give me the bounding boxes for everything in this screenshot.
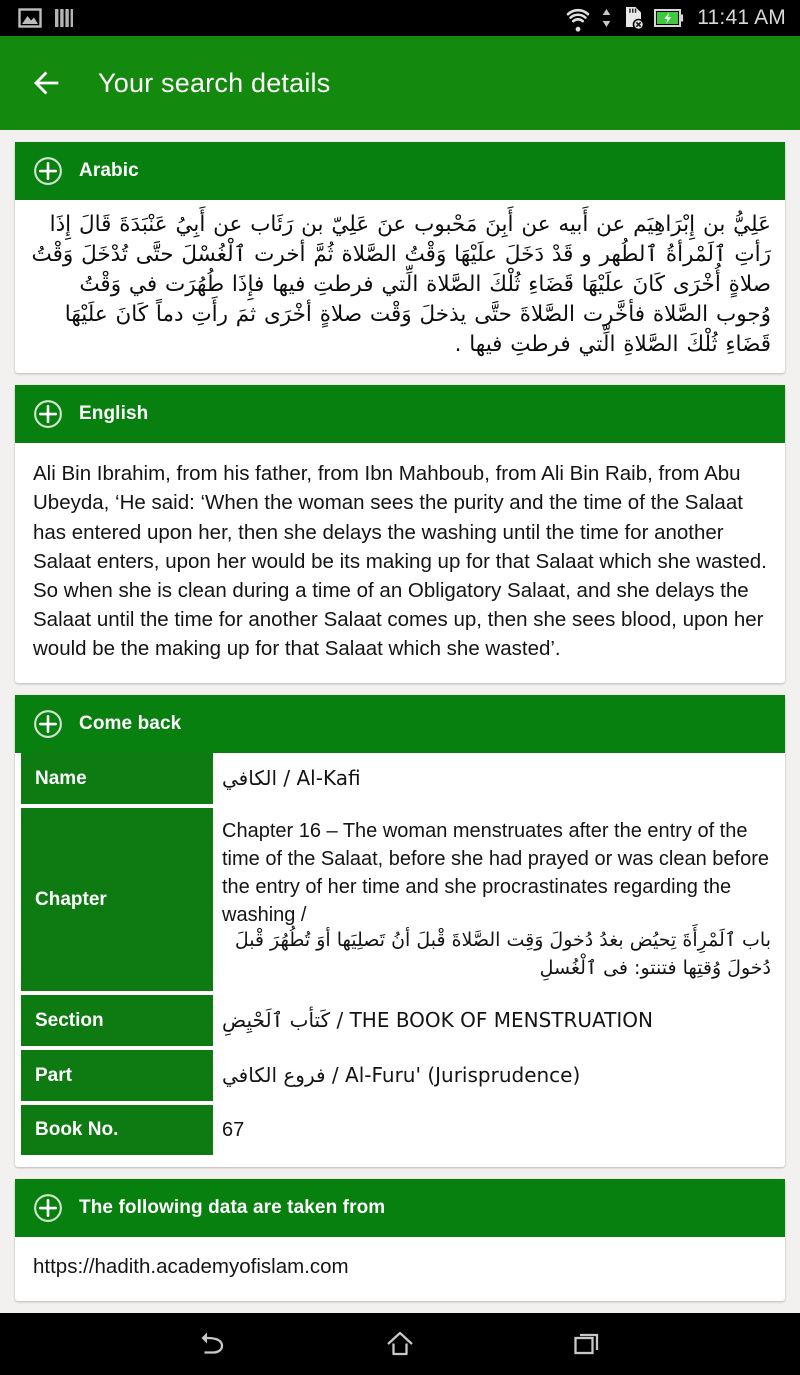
come-back-card <box>15 695 785 1167</box>
table-row <box>15 753 785 804</box>
english-text: Ali Bin Ibrahim, from his father, from Ibn Mahboub, from Ali Bin Raib, from Abu Ubeyda, ‘He said: ‘When the woman sees the purity and the time of the Salaat has entered upon her, then she delays the washing until the time for another Salaat enters, upon her would be its making up for that Salaat which she wasted. So when she is clean during a time of an Obligatory Salaat, and she delays the Salaat until the time for another Salaat comes up, then she sees blood, upon her would be the making up for that Salaat which she wasted’. <box>33 462 767 661</box>
row-label: Name <box>21 753 213 804</box>
row-value <box>213 1050 785 1101</box>
row-value-text: Chapter 16 – The woman menstruates after the entry of the time of the Salaat, before she had prayed or was clean before the entry of her time and she procrastinates regarding the washing / <box>222 820 770 927</box>
home-icon <box>383 1327 417 1361</box>
source-section-title: The following data are taken from <box>79 1197 386 1219</box>
gallery-icon <box>18 7 42 29</box>
table-row <box>15 808 785 991</box>
recents-icon <box>570 1327 604 1361</box>
row-label: Section <box>21 995 213 1046</box>
come-back-section-header[interactable] <box>15 695 785 753</box>
battery-charging-icon <box>654 8 684 28</box>
row-value <box>213 753 785 804</box>
english-card <box>15 385 785 683</box>
row-value-text: THE BOOK OF MENSTRUATION / كَتأب ٱلَحْيِضِ <box>222 1008 653 1033</box>
sd-card-removed-icon <box>621 5 645 31</box>
row-value: 67 <box>222 1119 245 1142</box>
status-bar-right-icons <box>564 5 786 31</box>
arabic-card <box>15 142 785 373</box>
row-label: Book No. <box>21 1105 213 1155</box>
row-value-text: Al-Kafi / الكافي <box>222 766 361 791</box>
row-value-text: Al-Furu' (Jurisprudence) / فروع الكافي <box>222 1063 581 1088</box>
english-section-title: English <box>79 403 149 425</box>
arabic-body <box>15 200 785 373</box>
arabic-text: عَلِيُّ بن إِبْرَاهِيَم عن أَبيه عن أَبِنَ مَحْبوب عنَ عَلِيّ بن رَئَاب عن أَبِيُ عَنْبَدَةَ قَالَ إِذَا رَأتِ ٱلَمْرأةُ ٱلطُهر و قَدْ دَخَلَ علَيْهَا وَقْتُ الصَّلاة ثُمَّ أخرت ٱلْغُسْلَ حتَّى تُدْخَلَ وَقْتُ صلاةٍ أُخْرَى كَانَ علَيْهَا قَضَاءِ ثُلْكَ الصَّلاة الِّتي فرطتِ فيها فإِذَا طُهُرَت في وَقْتُ وُجوب الصَّلاة فأخَّرت الصَّلاةَ حتَّى يذخلَ وَقْت صلاةٍ أخْرَى ثمَ رأَتِ دماً كَانَ علَيْهَا قَضَاءِ ثُلْكَ الصَّلاةِ الِّتي فرطتِ فيها . <box>31 212 771 357</box>
row-value-arabic: باب ٱلَمْرِأَةَ تِحيُض بغدُ دُخولَ وَقِت الصَّلاةَ قْبلَ أنُ تَصلِيَها أوَ تُطُهُرَ قْبلَ دُخولَ وُقتِها فتنتو: فى ٱلْغُسلِ <box>234 929 771 979</box>
english-section-header[interactable] <box>15 385 785 443</box>
recents-nav-button[interactable] <box>565 1322 609 1366</box>
status-bar-clock: 11:41 AM <box>697 6 786 29</box>
vertical-bars-icon <box>54 7 74 29</box>
table-bottom-padding <box>15 1159 785 1167</box>
circle-plus-icon <box>33 1193 63 1223</box>
table-row <box>15 1105 785 1155</box>
table-row <box>15 1050 785 1101</box>
come-back-section-title: Come back <box>79 713 182 735</box>
status-bar <box>0 0 800 36</box>
back-nav-icon <box>196 1327 230 1361</box>
row-value <box>213 995 785 1046</box>
row-label: Part <box>21 1050 213 1101</box>
arabic-section-header[interactable] <box>15 142 785 200</box>
back-arrow-icon[interactable] <box>30 66 64 100</box>
table-row <box>15 995 785 1046</box>
circle-plus-icon <box>33 399 63 429</box>
row-label: Chapter <box>21 808 213 991</box>
source-card <box>15 1179 785 1301</box>
circle-plus-icon <box>33 156 63 186</box>
content-scroll-area[interactable] <box>0 130 800 1313</box>
wifi-icon <box>564 6 592 30</box>
data-transfer-icon <box>601 6 612 30</box>
home-nav-button[interactable] <box>378 1322 422 1366</box>
page-title: Your search details <box>98 67 331 98</box>
metadata-table <box>15 753 785 1167</box>
source-body <box>15 1237 785 1301</box>
english-body <box>15 443 785 683</box>
system-navigation-bar <box>0 1313 800 1375</box>
status-bar-left-icons <box>18 7 74 29</box>
app-bar <box>0 36 800 130</box>
back-nav-button[interactable] <box>191 1322 235 1366</box>
row-value <box>213 808 785 991</box>
source-section-header[interactable] <box>15 1179 785 1237</box>
circle-plus-icon <box>33 709 63 739</box>
arabic-section-title: Arabic <box>79 160 139 181</box>
source-url[interactable]: https://hadith.academyofislam.com <box>33 1255 349 1279</box>
